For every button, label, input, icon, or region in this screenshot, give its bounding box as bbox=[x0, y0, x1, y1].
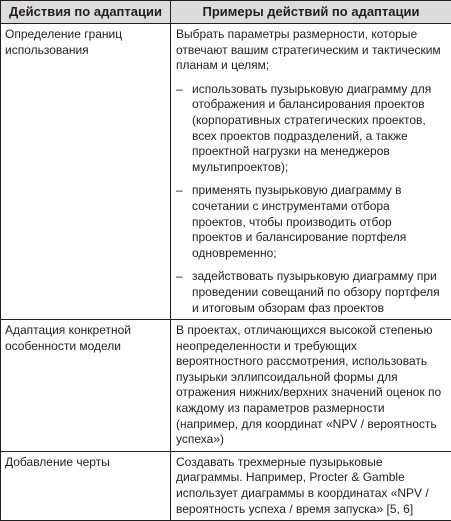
dash-marker: – bbox=[176, 269, 183, 285]
examples-text: В проектах, отличающихся высокой степенью неопределенности и требующих вероятностного рассмотрения, использовать пузырьки эллипсоидальной формы для отражения нижних/верхних значений оценок по каждому из параметров размерности (например, для координат «NPV / вероятность успеха») bbox=[171, 320, 451, 451]
table-header-row bbox=[1, 1, 451, 24]
table-row bbox=[1, 24, 451, 320]
action-cell bbox=[1, 24, 171, 320]
dash-marker: – bbox=[176, 82, 183, 98]
dash-marker: – bbox=[176, 183, 183, 199]
action-text: Определение границ использования bbox=[1, 24, 170, 61]
header-examples: Примеры действий по адаптации bbox=[171, 1, 451, 24]
list-item bbox=[176, 82, 445, 176]
action-text: Адаптация конкретной особенности модели bbox=[1, 320, 170, 357]
action-cell bbox=[1, 451, 171, 520]
table-row bbox=[1, 320, 451, 452]
list-item-text: задействовать пузырьковую диаграмму при проведении совещаний по обзору портфеля и итоговым обзорам фаз проектов bbox=[192, 269, 440, 314]
action-cell bbox=[1, 320, 171, 452]
list-item-text: применять пузырьковую диаграмму в сочетании с инструментами отбора проектов, чтобы производить отбор проектов и балансирование портфеля одновременно; bbox=[192, 183, 406, 259]
examples-cell bbox=[171, 24, 451, 320]
examples-cell bbox=[171, 320, 451, 452]
examples-text: Создавать трехмерные пузырьковые диаграммы. Например, Procter & Gamble использует диаграммы в координатах «NPV / вероятность успеха / время запуска» [5, 6] bbox=[171, 452, 451, 520]
examples-cell bbox=[171, 451, 451, 520]
list-item-text: использовать пузырьковую диаграмму для отображения и балансирования проектов (корпоративных стратегических проектов, всех проектов подразделений, а также проектной нагрузки на менеджеров мультипроектов); bbox=[192, 82, 431, 174]
action-text: Добавление черты bbox=[1, 452, 170, 474]
header-actions: Действия по адаптации bbox=[1, 1, 171, 24]
examples-intro: Выбрать параметры размерности, которые отвечают вашим стратегическим и тактическим планам и целям; bbox=[176, 27, 445, 74]
list-item bbox=[176, 183, 445, 261]
table-row bbox=[1, 451, 451, 520]
list-item bbox=[176, 269, 445, 316]
